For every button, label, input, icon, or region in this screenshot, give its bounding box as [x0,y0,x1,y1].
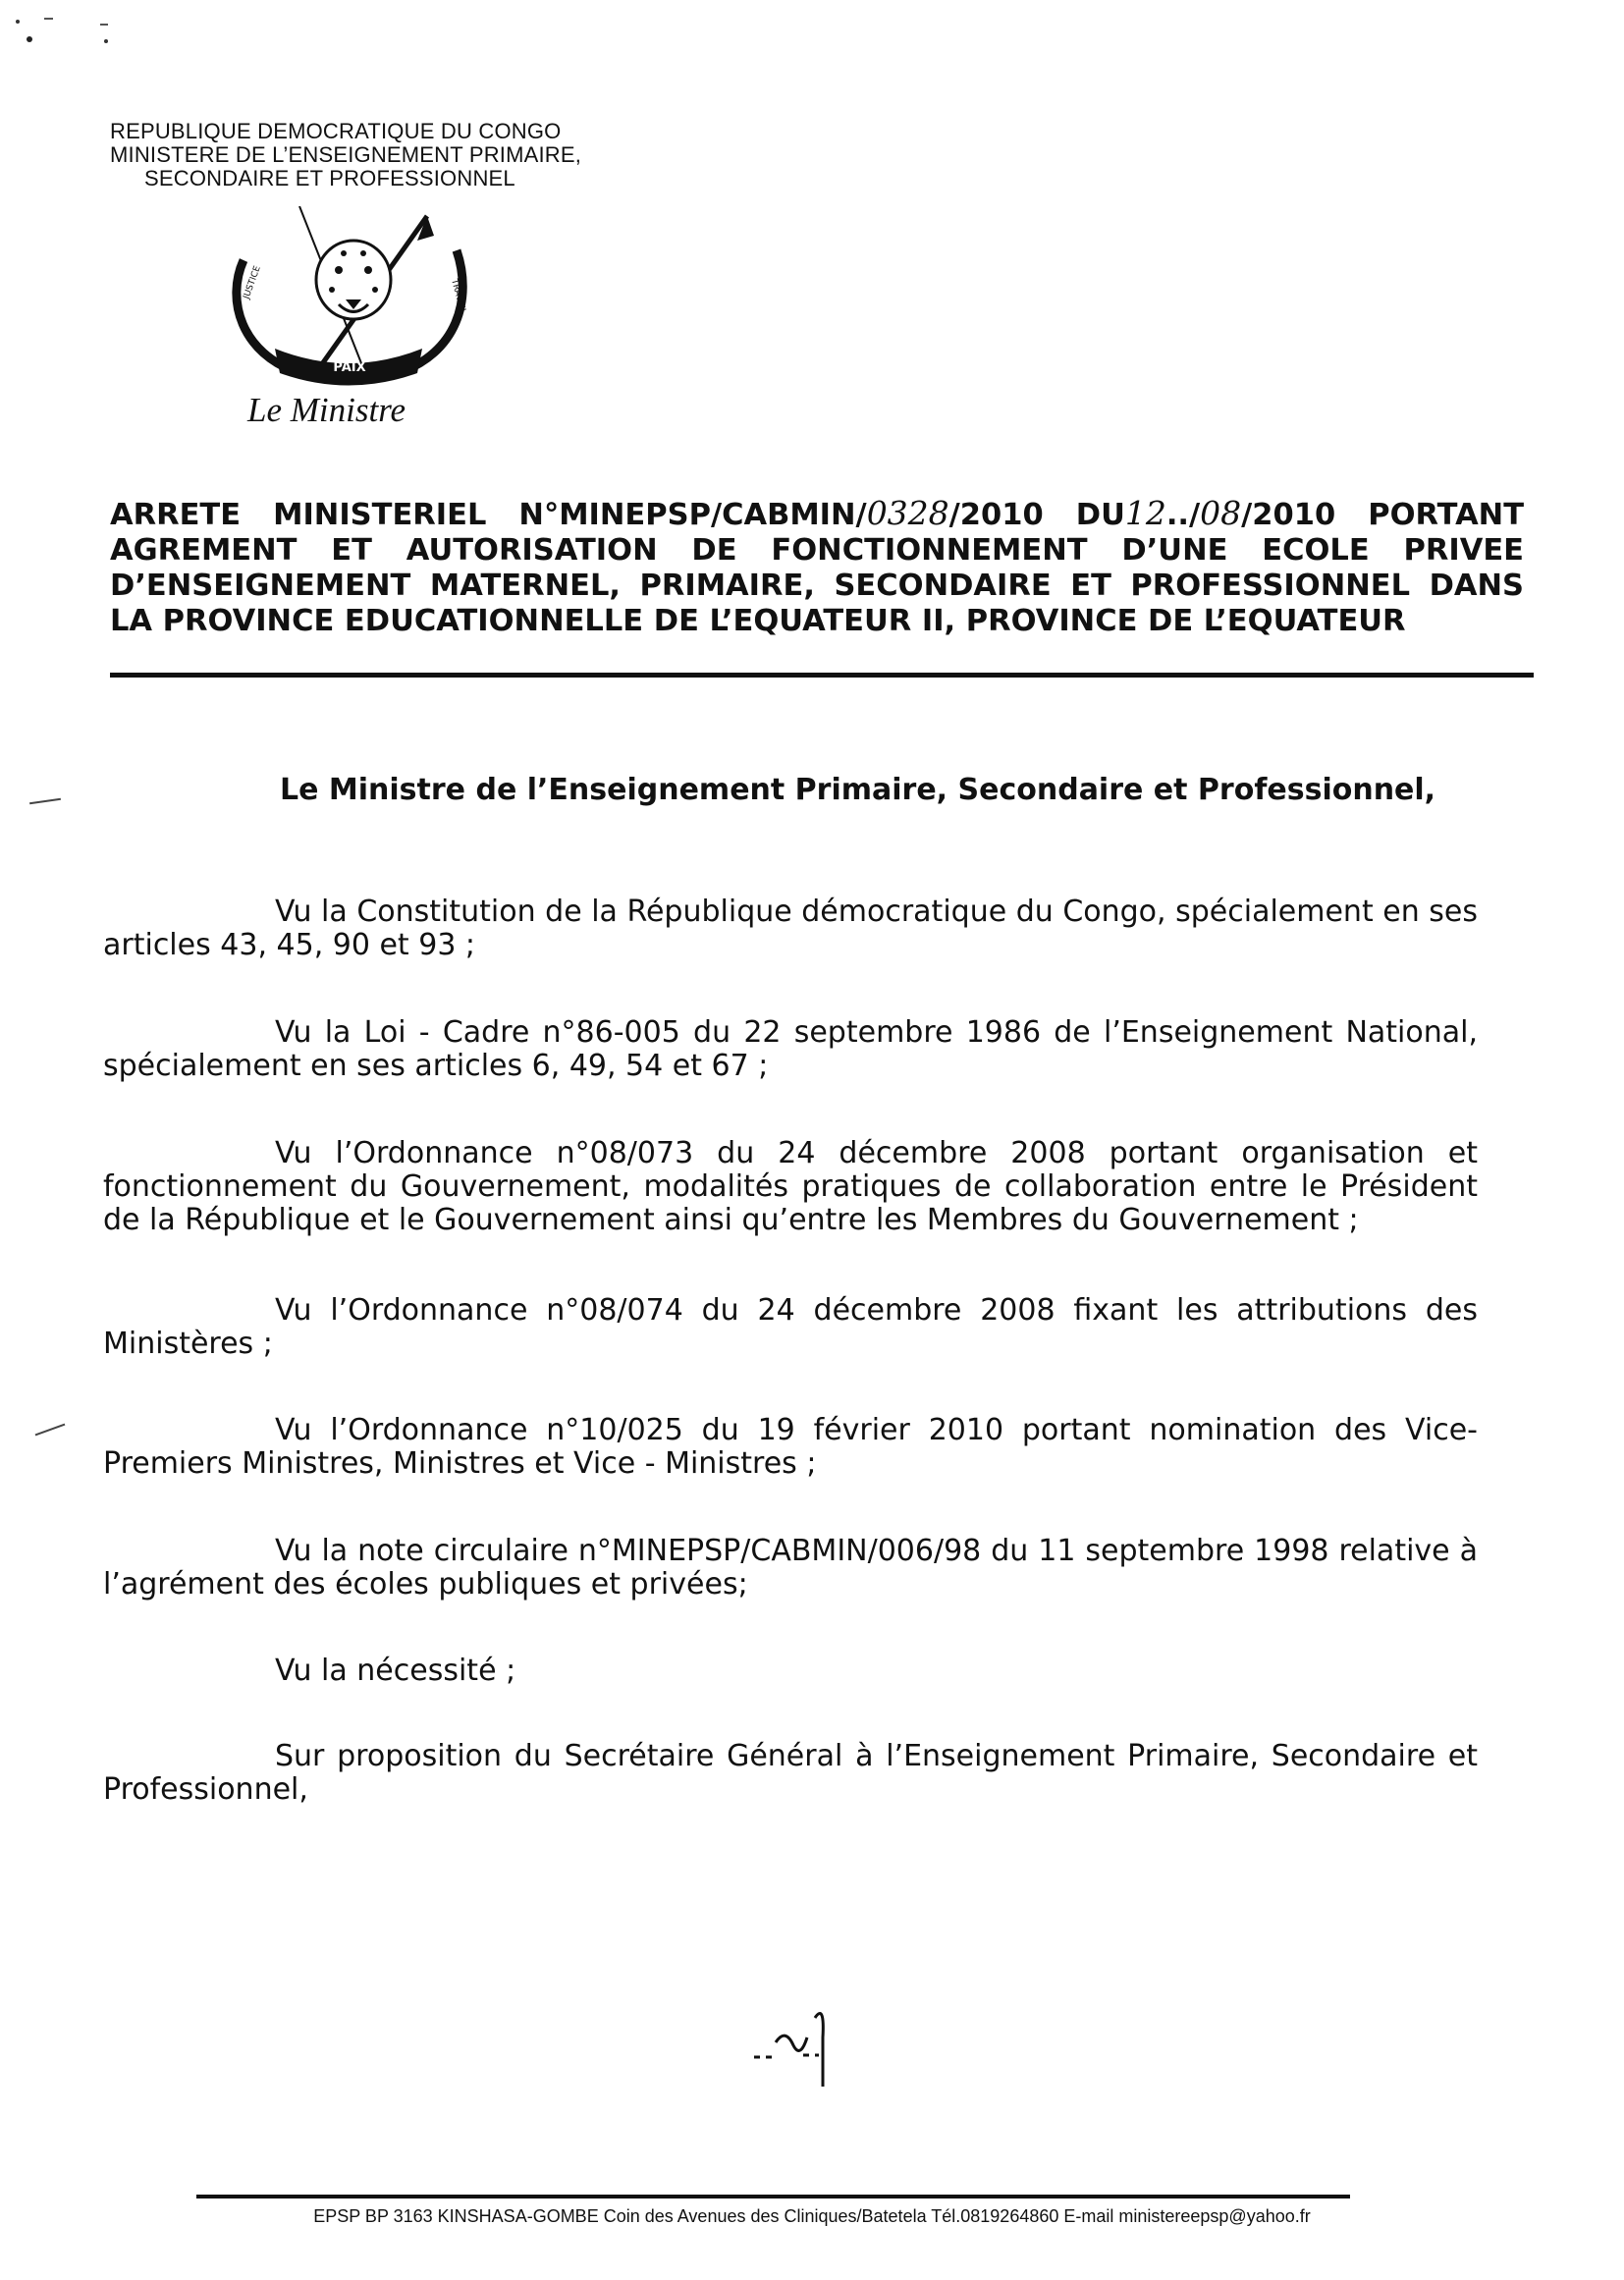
scan-specks [0,0,137,59]
letterhead-country: REPUBLIQUE DEMOCRATIQUE DU CONGO [110,119,562,143]
margin-mark [35,1424,66,1437]
arrete-title [110,496,1524,639]
consideration-paragraph: Vu l’Ordonnance n°08/073 du 24 décembre 2008 portant organisation et fonctionnement du Gouvernement, modalités pratiques de collaboration entre le Président de la République et le Gouvernement ainsi qu’entre les Membres du Gouvernement ; [103,1136,1478,1237]
arrete-title-line3: D’ENSEIGNEMENT MATERNEL, PRIMAIRE, SECONDAIRE ET PROFESSIONNEL DANS [110,569,1524,603]
footer-rule [196,2195,1350,2199]
arrete-ref-prefix: ARRETE MINISTERIEL N°MINEPSP/CABMIN/ [110,498,867,532]
emblem-motto: PAIX [333,360,366,375]
arrete-date-suffix: /2010 PORTANT [1241,498,1525,532]
preamble-heading: Le Ministre de l’Enseignement Primaire, Secondaire et Professionnel, [280,773,1436,807]
arrete-title-line4: LA PROVINCE EDUCATIONNELLE DE L’EQUATEUR II, PROVINCE DE L’EQUATEUR [110,604,1406,638]
title-underline [110,673,1534,678]
consideration-paragraph: Vu la nécessité ; [275,1654,516,1688]
handwritten-month: 08 [1200,494,1242,532]
handwritten-number: 0328 [866,494,949,532]
arrete-title-line2: AGREMENT ET AUTORISATION DE FONCTIONNEMENT D’UNE ECOLE PRIVEE [110,533,1524,568]
minister-title: Le Ministre [247,391,406,429]
arrete-ref-year: /2010 DU [948,498,1125,532]
arrete-date-sep: ../ [1165,498,1201,532]
emblem-ribbon-right: TRAVAIL [449,278,468,315]
consideration-paragraph: Vu la Constitution de la République démocratique du Congo, spécialement en ses articles 43, 45, 90 et 93 ; [103,895,1478,962]
consideration-paragraph: Vu la note circulaire n°MINEPSP/CABMIN/006/98 du 11 septembre 1998 relative à l’agrément des écoles publiques et privées; [103,1534,1478,1601]
consideration-paragraph: Vu la Loi - Cadre n°86-005 du 22 septembre 1986 de l’Enseignement National, spécialement en ses articles 6, 49, 54 et 67 ; [103,1015,1478,1083]
footer-address: EPSP BP 3163 KINSHASA-GOMBE Coin des Avenues des Cliniques/Batetela Tél.0819264860 E-mail ministereepsp@yahoo.fr [313,2206,1311,2226]
letterhead-ministry-line2: SECONDAIRE ET PROFESSIONNEL [144,166,515,190]
handwritten-day: 12 [1124,494,1166,532]
margin-mark [29,798,61,804]
consideration-paragraph: Vu l’Ordonnance n°10/025 du 19 février 2010 portant nomination des Vice-Premiers Ministres, Ministres et Vice - Ministres ; [103,1413,1478,1481]
handwritten-initials [746,1998,844,2091]
arrete-title-line1 [110,496,1524,533]
emblem-ribbon-left: JUSTICE [242,264,263,301]
coat-of-arms-emblem [216,206,481,388]
letterhead [110,120,719,190]
letterhead-ministry-line1: MINISTERE DE L’ENSEIGNEMENT PRIMAIRE, [110,142,582,167]
consideration-paragraph: Vu l’Ordonnance n°08/074 du 24 décembre 2008 fixant les attributions des Ministères ; [103,1293,1478,1361]
consideration-paragraph: Sur proposition du Secrétaire Général à l’Enseignement Primaire, Secondaire et Professionnel, [103,1739,1478,1807]
